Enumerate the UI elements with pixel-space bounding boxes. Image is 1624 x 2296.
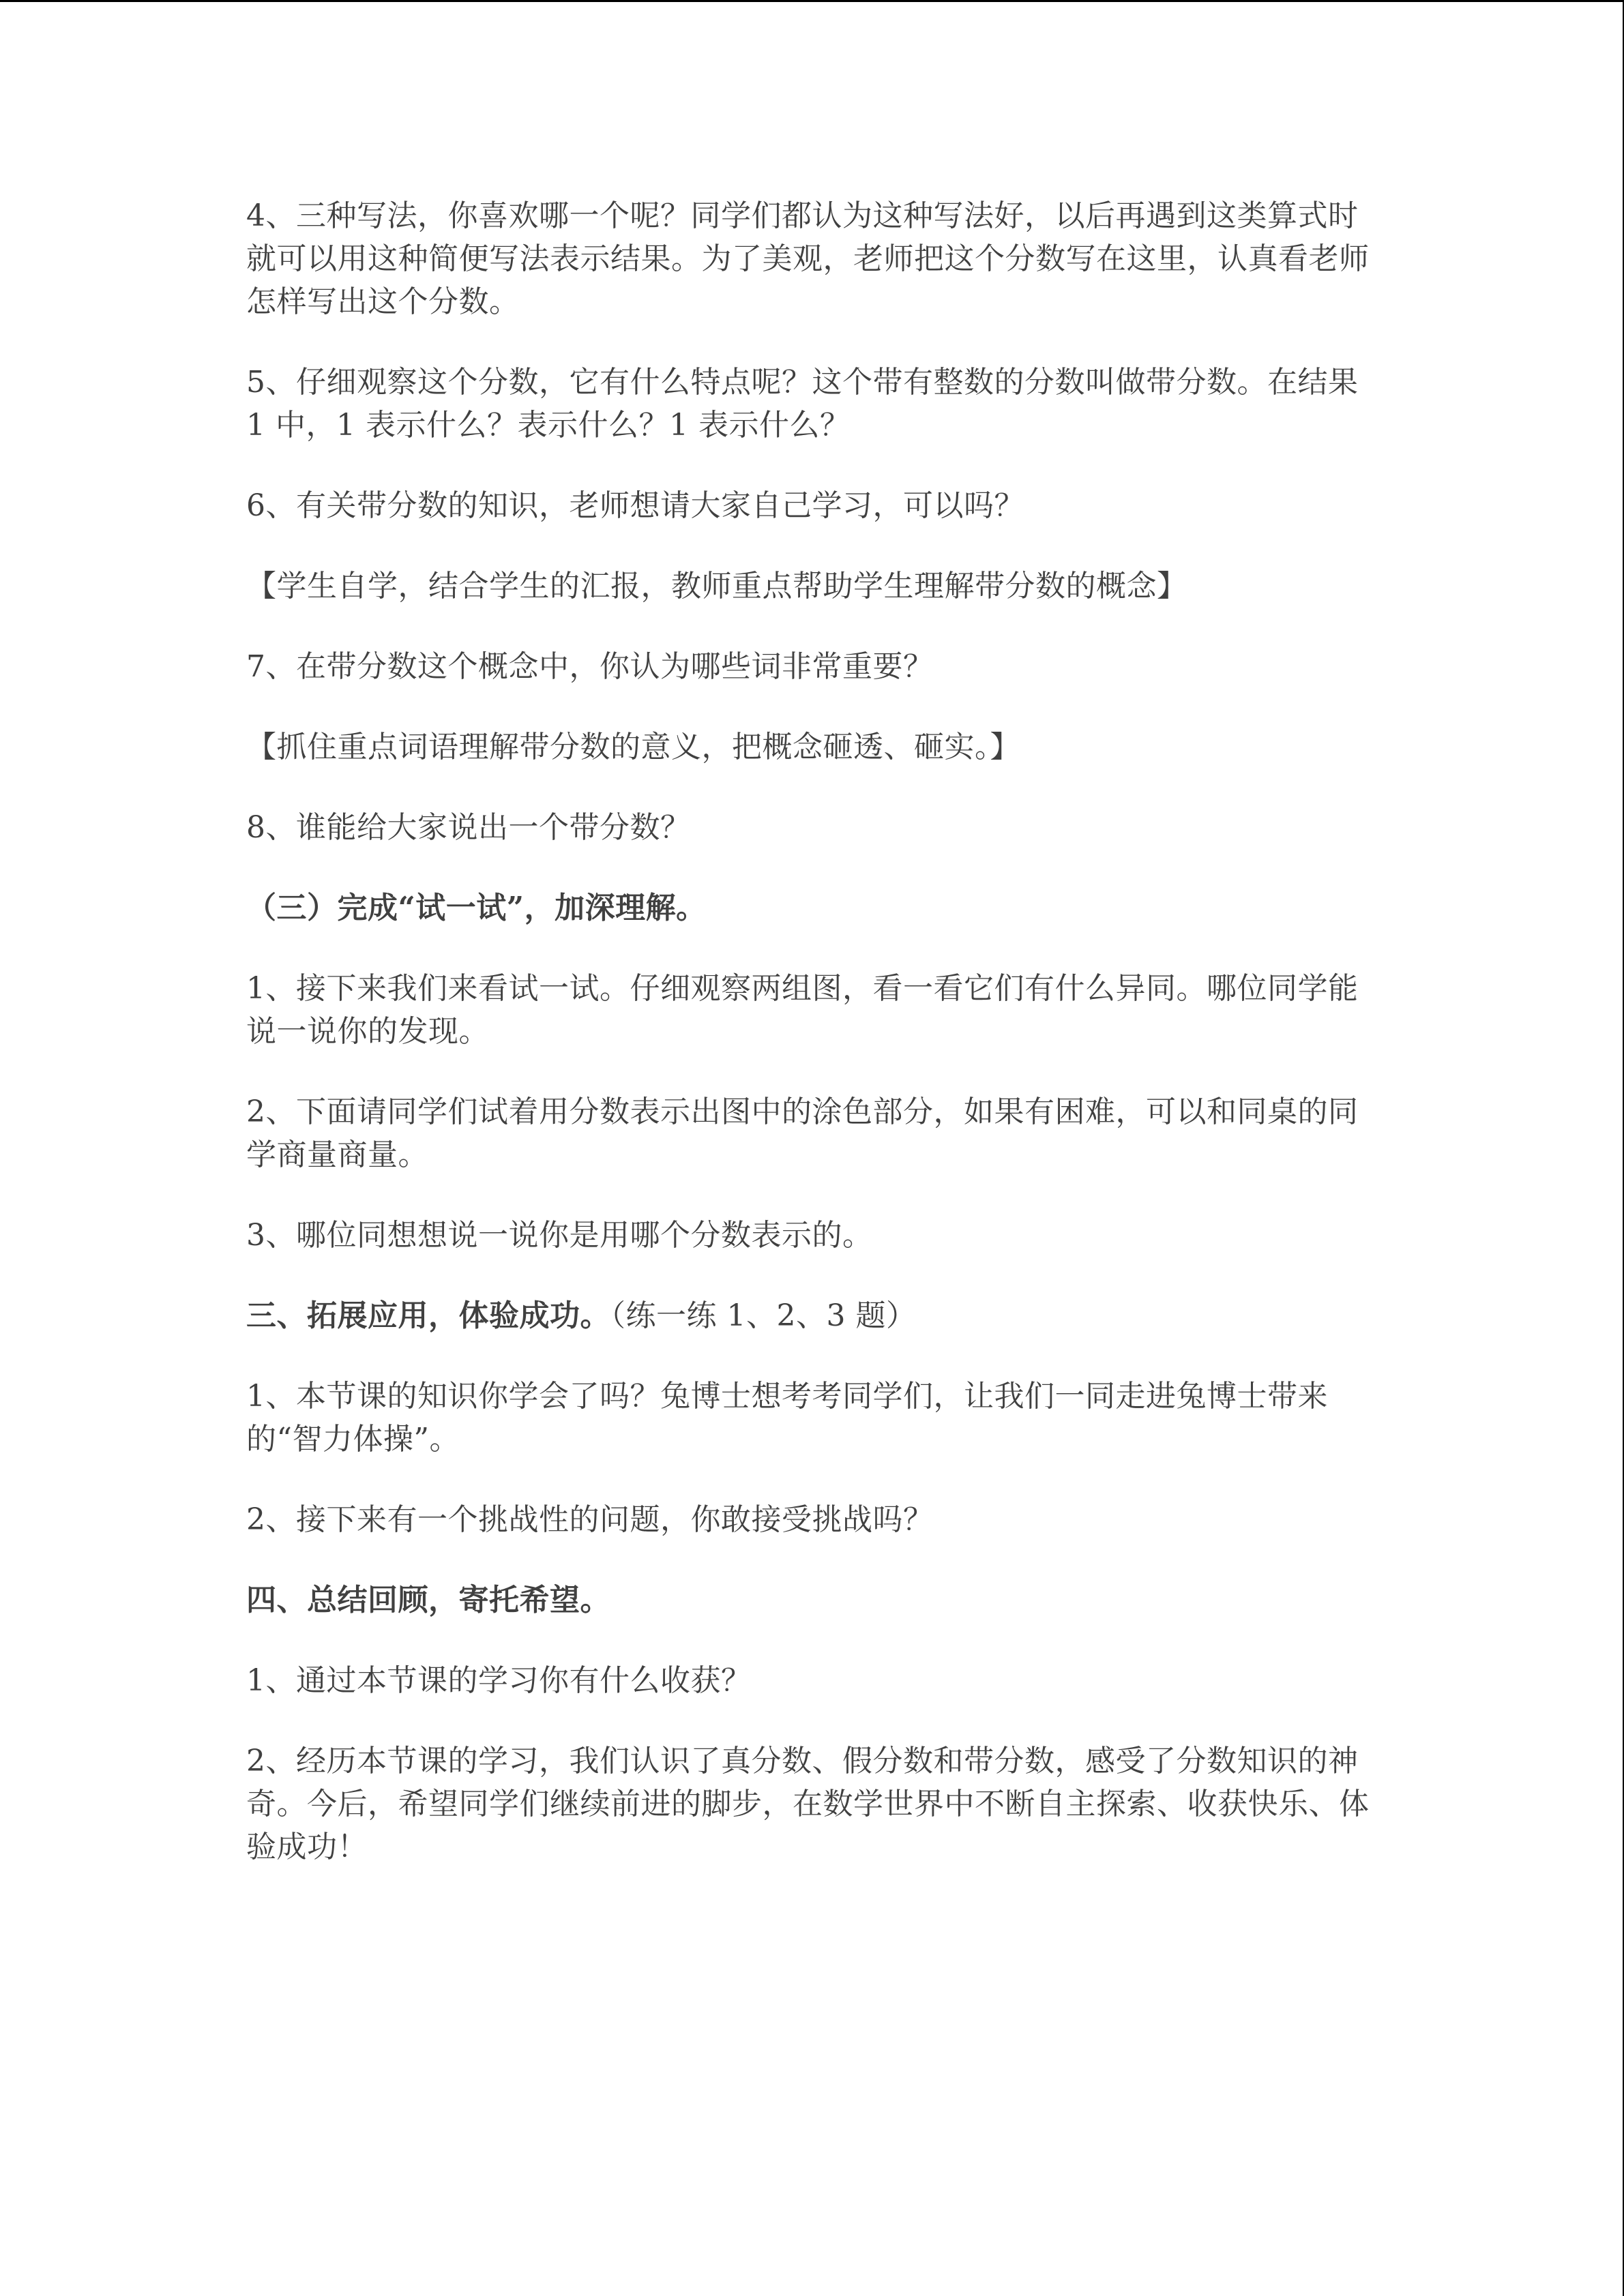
page-top-border [0, 0, 1624, 2]
paragraph-try-3: 3、哪位同想想说一说你是用哪个分数表示的。 [246, 1218, 873, 1253]
paragraph-step-5: 5、仔细观察这个分数，它有什么特点呢？这个带有整数的分数叫做带分数。在结果 1 中，1 表示什么？表示什么？1 表示什么？ [246, 365, 1359, 443]
paragraph-try-2: 2、下面请同学们试着用分数表示出图中的涂色部分，如果有困难，可以和同桌的同学商量商量。 [246, 1094, 1359, 1172]
paragraph-extension-1: 1、本节课的知识你学会了吗？兔博士想考考同学们，让我们一同走进兔博士带来的“智力体操”。 [246, 1379, 1328, 1457]
section-heading-summary: 四、总结回顾，寄托希望。 [246, 1583, 610, 1617]
teaching-note-self-study: 【学生自学，结合学生的汇报，教师重点帮助学生理解带分数的概念】 [246, 569, 1187, 603]
paragraph-try-1: 1、接下来我们来看试一试。仔细观察两组图，看一看它们有什么异同。哪位同学能说一说你的发现。 [246, 971, 1359, 1049]
section-heading-extension-note: （练一练 1、2、3 题） [610, 1298, 917, 1333]
section-heading-extension-title: 三、拓展应用，体验成功。 [246, 1298, 610, 1333]
paragraph-summary-1: 1、通过本节课的学习你有什么收获？ [246, 1663, 752, 1698]
paragraph-step-7: 7、在带分数这个概念中，你认为哪些词非常重要？ [246, 649, 934, 684]
document-body [246, 194, 1378, 1906]
teaching-note-key-words: 【抓住重点词语理解带分数的意义，把概念砸透、砸实。】 [246, 730, 1020, 764]
section-heading-extension [246, 1294, 1378, 1337]
paragraph-step-6: 6、有关带分数的知识，老师想请大家自己学习，可以吗？ [246, 488, 1024, 523]
paragraph-extension-2: 2、接下来有一个挑战性的问题，你敢接受挑战吗？ [246, 1502, 934, 1537]
paragraph-step-8: 8、谁能给大家说出一个带分数？ [246, 810, 691, 845]
paragraph-step-4: 4、三种写法，你喜欢哪一个呢？同学们都认为这种写法好，以后再遇到这类算式时就可以用这种简便写法表示结果。为了美观，老师把这个分数写在这里，认真看老师怎样写出这个分数。 [246, 198, 1370, 319]
section-heading-try-it: （三）完成“试一试”，加深理解。 [246, 891, 707, 925]
paragraph-summary-2: 2、经历本节课的学习，我们认识了真分数、假分数和带分数，感受了分数知识的神奇。今后，希望同学们继续前进的脚步，在数学世界中不断自主探索、收获快乐、体验成功！ [246, 1744, 1370, 1864]
